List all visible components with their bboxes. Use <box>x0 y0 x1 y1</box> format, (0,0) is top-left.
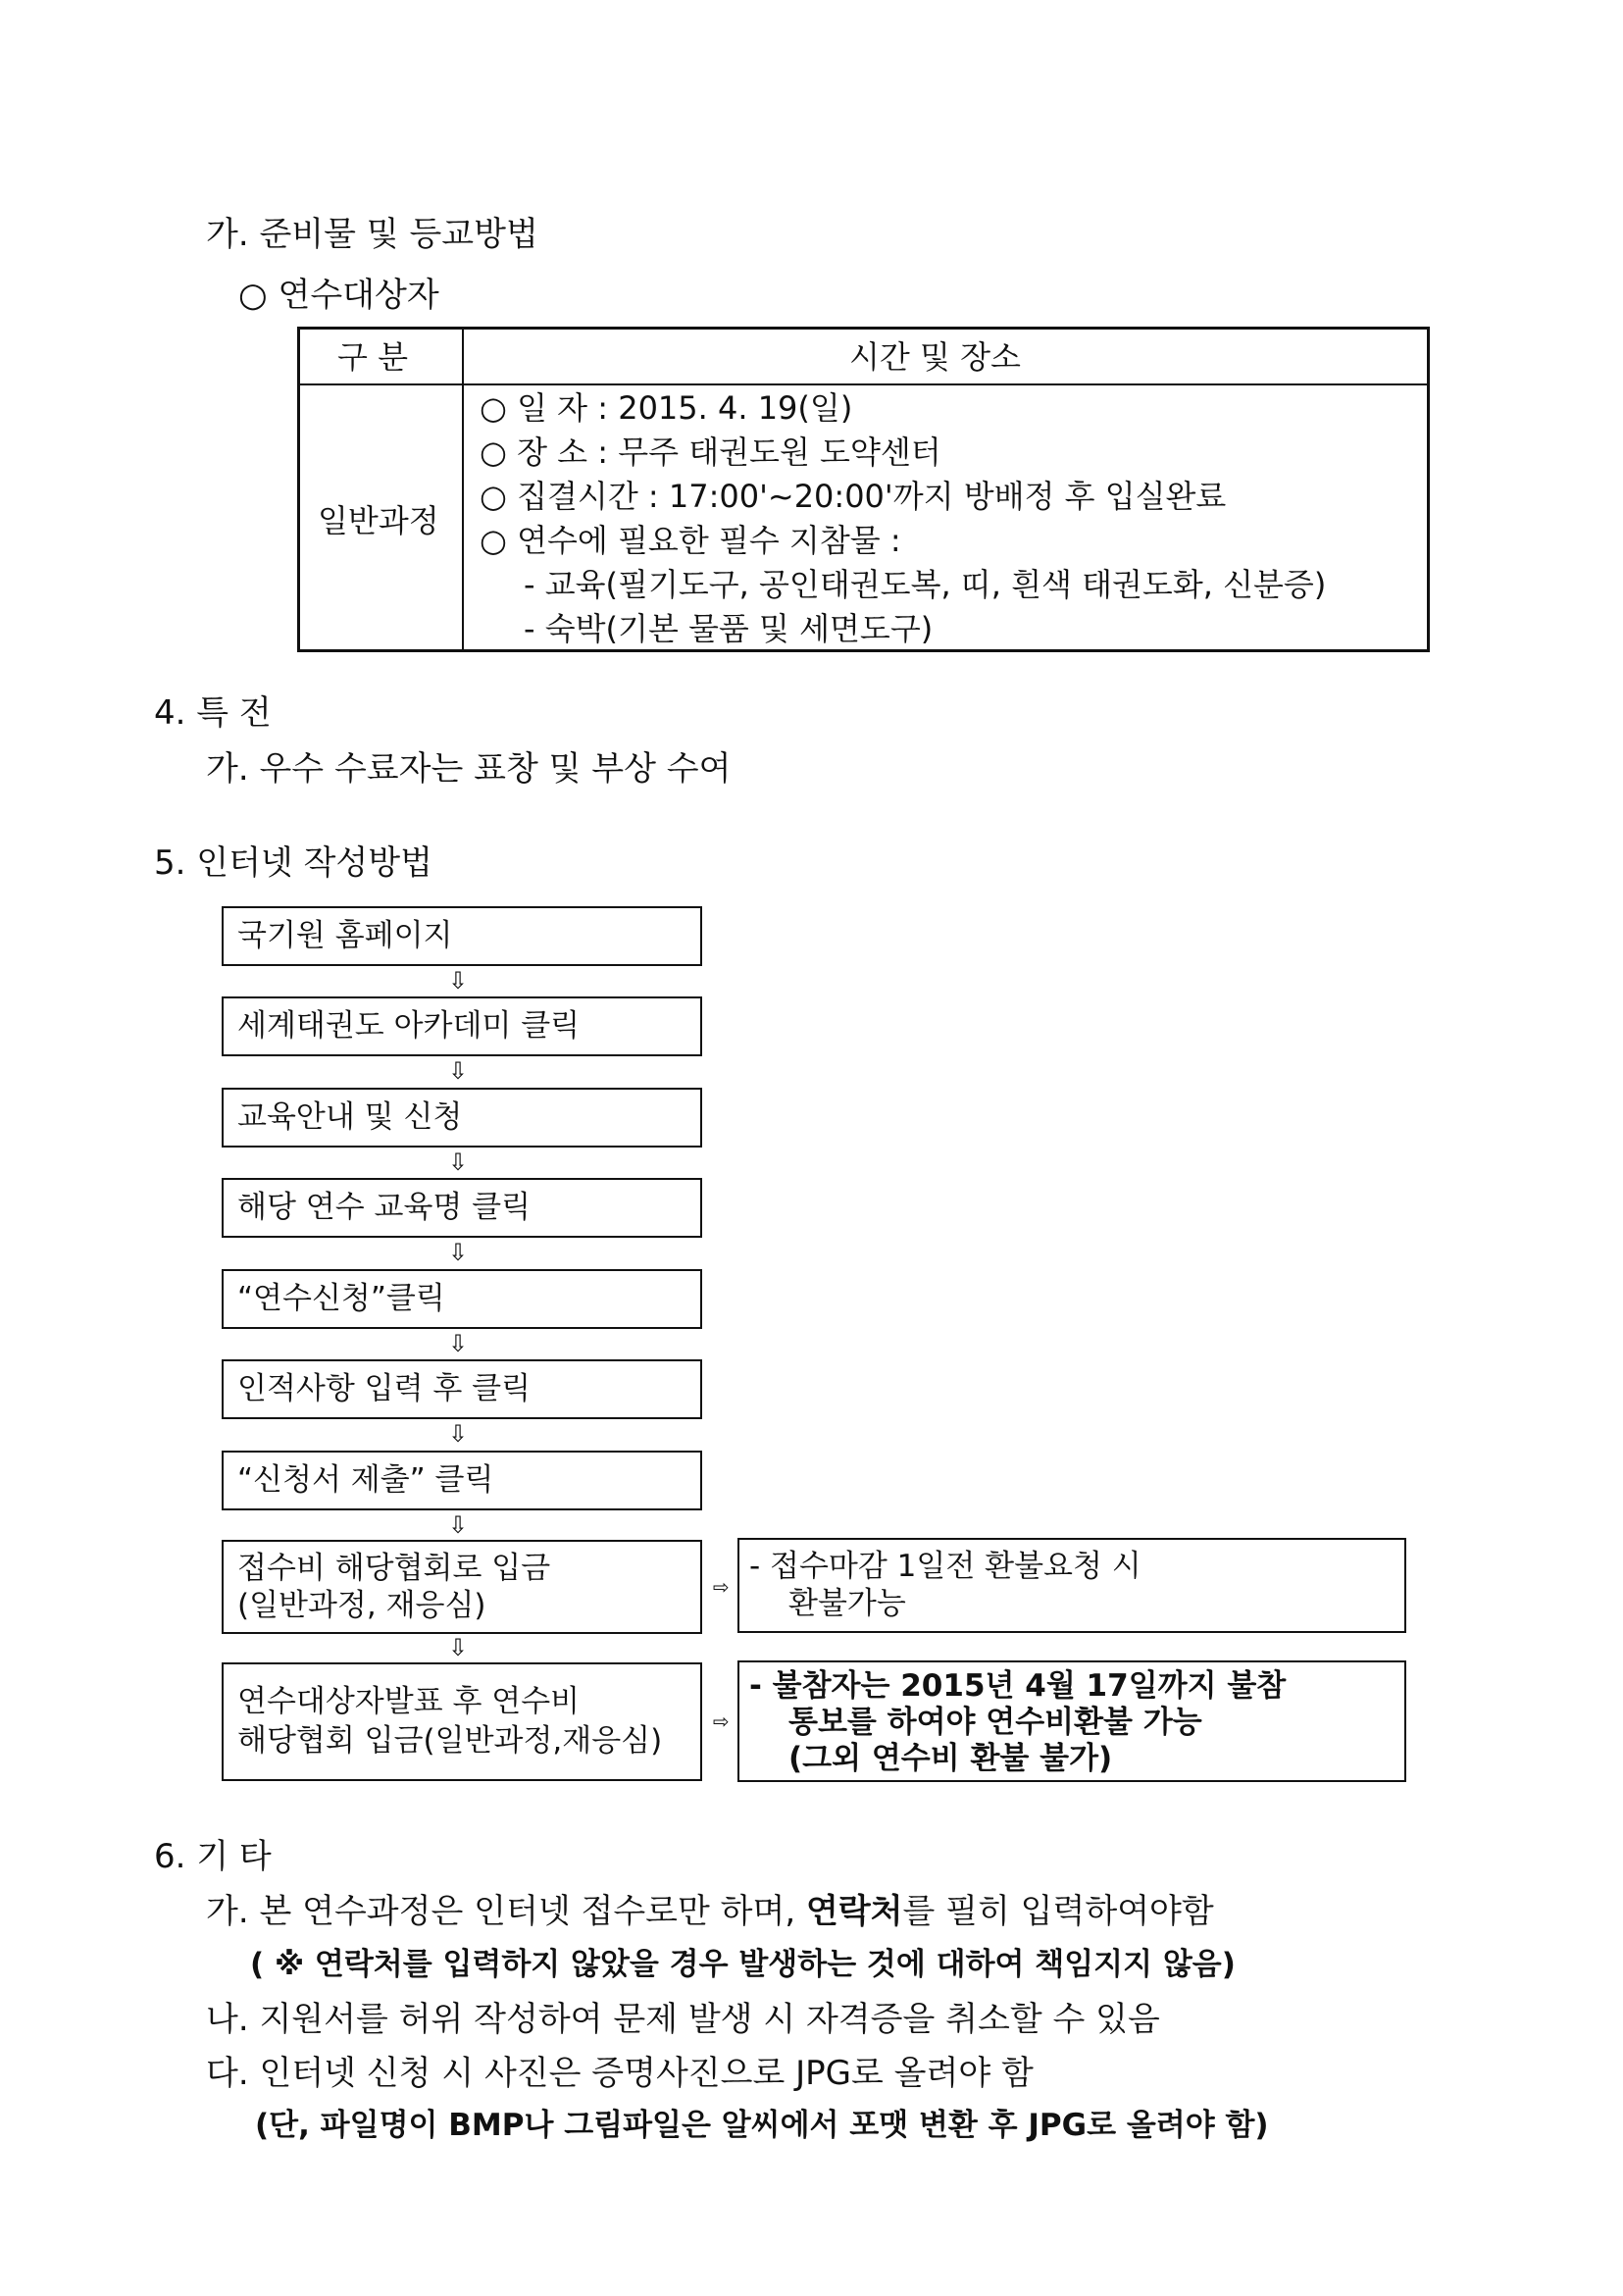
refund-note-box <box>737 1538 1406 1633</box>
section5-heading: 5. 인터넷 작성방법 <box>154 843 432 883</box>
section-ga-heading: 가. 준비물 및 등교방법 <box>206 215 538 254</box>
down-arrow-icon: ⇩ <box>448 1634 469 1661</box>
down-arrow-icon: ⇩ <box>448 1239 469 1266</box>
section6-item-ga-tail: 를 필히 입력하여야함 <box>902 1892 1214 1931</box>
table-header-time-place: 시간 및 장소 <box>849 338 1021 376</box>
down-arrow-icon: ⇩ <box>448 1330 469 1357</box>
section6-item-ga-text: 가. 본 연수과정은 인터넷 접수로만 하며, <box>206 1892 806 1931</box>
section6-item-na: 나. 지원서를 허위 작성하여 문제 발생 시 자격증을 취소할 수 있음 <box>206 2000 1160 2039</box>
section4-heading: 4. 특 전 <box>154 693 272 733</box>
flow-step-8 <box>222 1540 702 1634</box>
flow-step-8-line2: (일반과정, 재응심) <box>237 1588 486 1623</box>
section6-item-ga-note: ( ※ 연락처를 입력하지 않았을 경우 발생하는 것에 대하여 책임지지 않음) <box>250 1947 1236 1982</box>
table-line-education-items: - 교육(필기도구, 공인태권도복, 띠, 흰색 태권도화, 신분증) <box>524 566 1327 603</box>
absence-note-box <box>737 1660 1406 1782</box>
down-arrow-icon: ⇩ <box>448 1511 469 1539</box>
right-arrow-icon: ⇨ <box>713 1575 730 1599</box>
table-line-required-items: ○ 연수에 필요한 필수 지참물 : <box>480 522 901 559</box>
section6-heading: 6. 기 타 <box>154 1837 272 1876</box>
section6-item-da: 다. 인터넷 신청 시 사진은 증명사진으로 JPG로 올려야 함 <box>206 2054 1034 2093</box>
table-line-place: ○ 장 소 : 무주 태권도원 도약센터 <box>480 434 941 471</box>
absence-note-line1: - 불참자는 2015년 4월 17일까지 불참 <box>749 1668 1287 1704</box>
flow-step-7: “신청서 제출” 클릭 <box>222 1451 702 1510</box>
down-arrow-icon: ⇩ <box>448 1057 469 1085</box>
refund-note-line2: 환불가능 <box>788 1586 906 1621</box>
table-row-category: 일반과정 <box>318 502 439 539</box>
flow-step-9-line1: 연수대상자발표 후 연수비 <box>237 1684 581 1719</box>
flow-step-9 <box>222 1662 702 1781</box>
schedule-table <box>297 327 1430 652</box>
table-line-date: ○ 일 자 : 2015. 4. 19(일) <box>480 389 853 427</box>
section6-item-ga <box>206 1891 1214 1932</box>
refund-note-line1: - 접수마감 1일전 환불요청 시 <box>749 1549 1141 1584</box>
table-line-lodging-items: - 숙박(기본 물품 및 세면도구) <box>524 610 934 647</box>
flow-step-6: 인적사항 입력 후 클릭 <box>222 1359 702 1419</box>
flow-step-5: “연수신청”클릭 <box>222 1269 702 1329</box>
down-arrow-icon: ⇩ <box>448 1148 469 1176</box>
flow-step-3: 교육안내 및 신청 <box>222 1088 702 1148</box>
table-header-category: 구 분 <box>337 338 408 376</box>
section6-item-ga-bold: 연락처 <box>805 1892 903 1931</box>
flow-step-9-line2: 해당협회 입금(일반과정,재응심) <box>237 1723 663 1759</box>
flow-step-2: 세계태권도 아카데미 클릭 <box>222 996 702 1056</box>
down-arrow-icon: ⇩ <box>448 967 469 995</box>
section6-item-da-note: (단, 파일명이 BMP나 그림파일은 알씨에서 포맷 변환 후 JPG로 올려야 함) <box>255 2108 1269 2143</box>
flow-step-1: 국기원 홈페이지 <box>222 906 702 966</box>
absence-note-line2: 통보를 하여야 연수비환불 가능 <box>788 1705 1202 1740</box>
section-ga-subheading: ○ 연수대상자 <box>238 276 439 315</box>
flow-step-8-line1: 접수비 해당협회로 입금 <box>237 1551 551 1586</box>
absence-note-line3: (그외 연수비 환불 불가) <box>788 1741 1113 1776</box>
right-arrow-icon: ⇨ <box>713 1709 730 1733</box>
down-arrow-icon: ⇩ <box>448 1420 469 1448</box>
section4-item: 가. 우수 수료자는 표창 및 부상 수여 <box>206 749 732 789</box>
flow-step-4: 해당 연수 교육명 클릭 <box>222 1178 702 1238</box>
table-line-gather-time: ○ 집결시간 : 17:00'~20:00'까지 방배정 후 입실완료 <box>480 478 1227 515</box>
